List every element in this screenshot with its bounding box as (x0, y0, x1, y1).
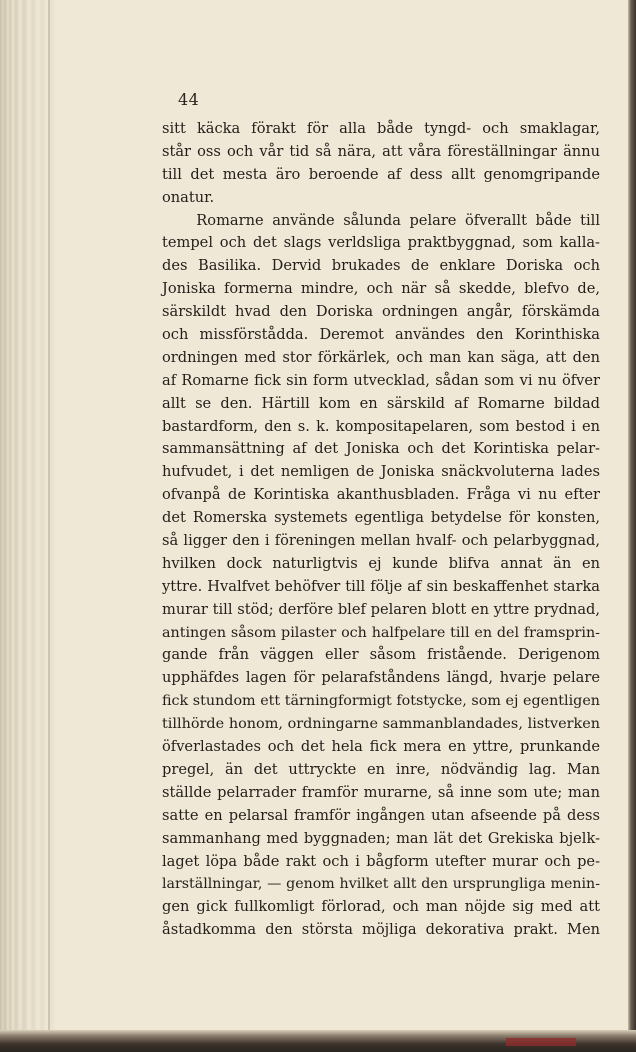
text-line: larställningar, — genom hvilket allt den ursprungliga menin- (162, 876, 600, 893)
text-line: och missförstådda. Deremot användes den Korinthiska (162, 326, 600, 344)
text-line: det Romerska systemets egentliga betydelse för konsten, (162, 509, 600, 527)
text-line: allt se den. Härtill kom en särskild af Romarne bildad (162, 394, 600, 412)
text-line: antingen såsom pilaster och halfpelare till en del framsprin- (162, 624, 600, 641)
text-line: sitt käcka förakt för alla både tyngd- och smaklagar, (162, 120, 600, 137)
text-line: satte en pelarsal framför ingången utan afseende på dess (162, 806, 600, 824)
text-line: fick stundom ett tärningformigt fotstycke, som ej egentligen (162, 693, 600, 710)
text-line: hvilken dock naturligtvis ej kunde blifva annat än en (162, 554, 600, 572)
text-line: öfverlastades och det hela fick mera en yttre, prunkande (162, 738, 600, 756)
text-line: sammansättning af det Joniska och det Korintiska pelar- (162, 440, 600, 458)
text-line: laget löpa både rakt och i bågform utefter murar och pe- (162, 852, 600, 870)
text-line: ordningen med stor förkärlek, och man kan säga, att den (162, 348, 600, 366)
text-line: tempel och det slags verldsliga praktbyggnad, som kalla- (162, 234, 600, 252)
text-line: så ligger den i föreningen mellan hvalf- och pelarbyggnad, (162, 532, 600, 550)
text-line: murar till stöd; derföre blef pelaren blott en yttre prydnad, (162, 600, 600, 618)
text-line: ofvanpå de Korintiska akanthusbladen. Fråga vi nu efter (162, 486, 600, 504)
right-edge-strip (628, 0, 636, 1052)
text-line: gande från väggen eller såsom fristående. Derigenom (162, 646, 600, 664)
text-line: tillhörde honom, ordningarne sammanblandades, listverken (162, 716, 600, 733)
text-line: ställde pelarrader framför murarne, så inne som ute; man (162, 783, 600, 801)
bottom-edge-band (0, 1030, 636, 1052)
text-line: des Basilika. Dervid brukades de enklare Doriska och (162, 257, 600, 275)
text-line: upphäfdes lagen för pelarafståndens längd, hvarje pelare (162, 669, 600, 687)
text-line: står oss och vår tid så nära, att våra föreställningar ännu (162, 142, 600, 160)
text-line: yttre. Hvalfvet behöfver till följe af sin beskaffenhet starka (162, 577, 600, 595)
text-line: af Romarne fick sin form utvecklad, sådan som vi nu öfver (162, 371, 600, 389)
text-line: Joniska formerna mindre, och när så skedde, blefvo de, (162, 280, 600, 298)
text-line: hufvudet, i det nemligen de Joniska snäckvoluterna lades (162, 463, 600, 481)
text-line: sammanhang med byggnaden; man lät det Grekiska bjelk- (162, 829, 600, 847)
page-edges (0, 0, 56, 1030)
page-number: 44 (178, 90, 200, 109)
body-text (162, 118, 600, 942)
text-line: gen gick fullkomligt förlorad, och man nöjde sig med att (162, 898, 600, 916)
text-line: pregel, än det uttryckte en inre, nödvändig lag. Man (162, 760, 600, 778)
text-line: till det mesta äro beroende af dess allt genomgripande (162, 165, 600, 183)
text-line: åstadkomma den största möjliga dekorativa prakt. Men (162, 921, 600, 939)
text-line: Romarne använde sålunda pelare öfverallt både till (162, 211, 600, 229)
text-line: onatur. (162, 188, 215, 206)
text-line: bastardform, den s. k. kompositapelaren, som bestod i en (162, 417, 600, 435)
text-line: särskildt hvad den Doriska ordningen angår, förskämda (162, 303, 600, 321)
